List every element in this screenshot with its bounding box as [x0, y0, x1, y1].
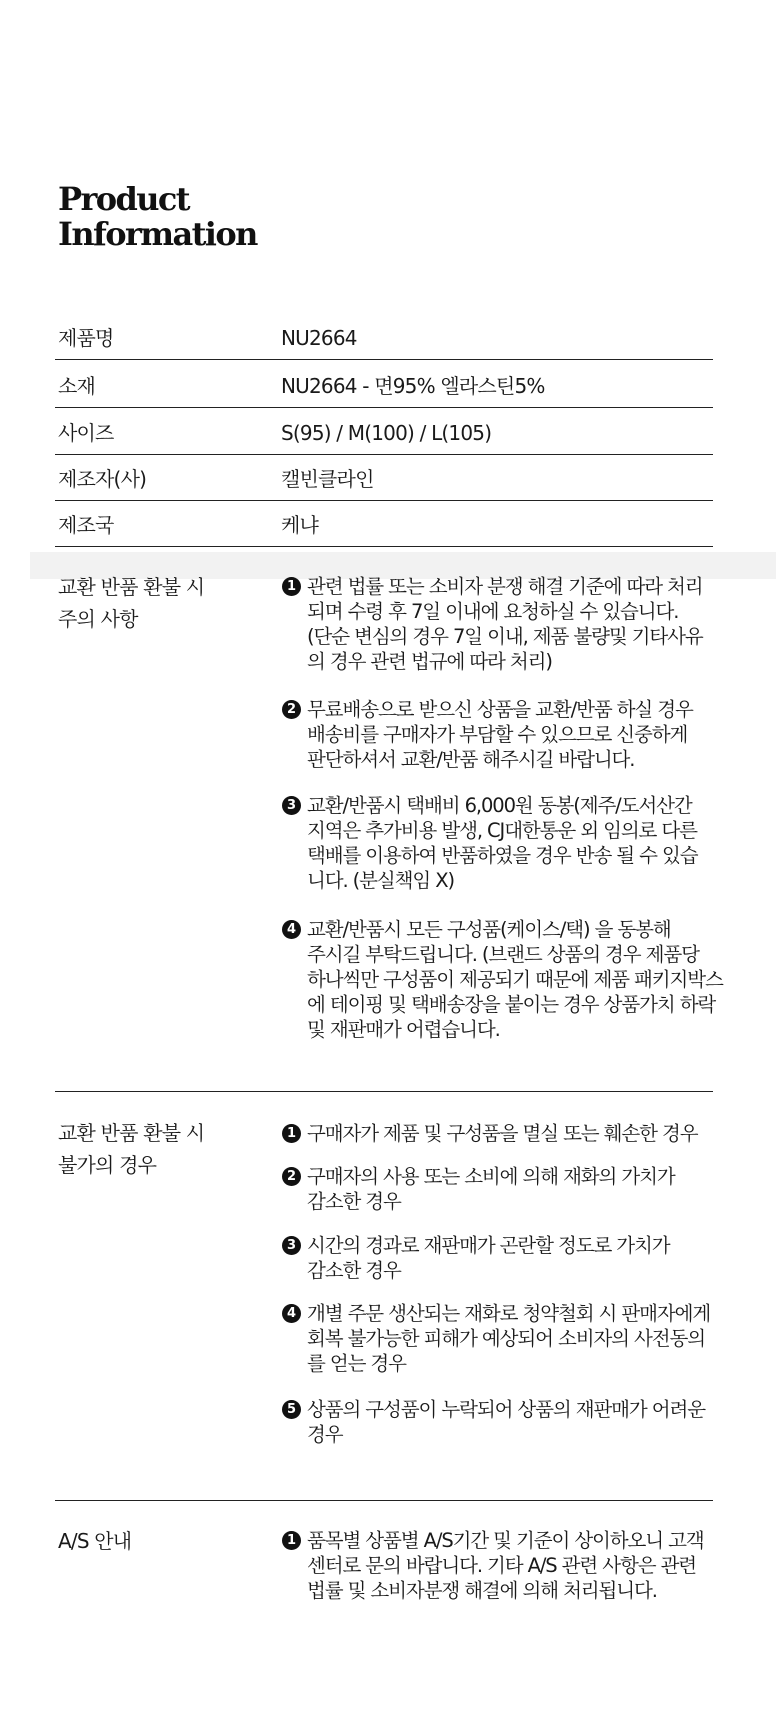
notice-item: [282, 1528, 752, 1603]
section-label-line: 교환 반품 환불 시: [58, 575, 205, 599]
section-label-line: 주의 사항: [58, 607, 138, 631]
title-line-1: Product: [58, 180, 189, 218]
section-label: [58, 1525, 131, 1557]
spec-label: 제조자(사): [58, 467, 147, 491]
notice-line: 구매자의 사용 또는 소비에 의해 재화의 가치가: [307, 1165, 675, 1188]
notice-line: 법률 및 소비자분쟁 해결에 의해 처리됩니다.: [307, 1579, 657, 1602]
notice-line: 상품의 구성품이 누락되어 상품의 재판매가 어려운: [307, 1398, 705, 1421]
notice-line: 배송비를 구매자가 부담할 수 있으므로 신중하게: [307, 723, 688, 746]
notice-line: 센터로 문의 바랍니다. 기타 A/S 관련 사항은 관련: [307, 1554, 697, 1577]
notice-line: 개별 주문 생산되는 재화로 청약철회 시 판매자에게: [307, 1302, 711, 1325]
spec-label: 사이즈: [58, 421, 114, 445]
spec-row-product-name: [55, 325, 713, 360]
notice-line: 하나씩만 구성품이 제공되기 때문에 제품 패키지박스: [307, 968, 723, 991]
notice-line: 니다. (분실책임 X): [307, 869, 454, 892]
notice-item: [282, 697, 752, 772]
spec-label: 제조국: [58, 513, 114, 537]
section-label: [58, 1117, 204, 1181]
number-badge-icon: 2: [282, 1167, 301, 1186]
number-badge-icon: 5: [282, 1400, 301, 1419]
notice-item: [282, 1397, 752, 1447]
section-label-line: 불가의 경우: [58, 1153, 157, 1177]
notice-line: 에 테이핑 및 택배송장을 붙이는 경우 상품가치 하락: [307, 993, 716, 1016]
notice-line: 감소한 경우: [307, 1259, 401, 1282]
notice-line: (단순 변심의 경우 7일 이내, 제품 불량및 기타사유: [307, 625, 703, 648]
notice-line: 판단하셔서 교환/반품 해주시길 바랍니다.: [307, 748, 635, 771]
notice-line: 회복 불가능한 피해가 예상되어 소비자의 사전동의: [307, 1327, 705, 1350]
divider: [55, 1500, 713, 1501]
number-badge-icon: 3: [282, 1236, 301, 1255]
number-badge-icon: 1: [282, 1124, 301, 1143]
number-badge-icon: 4: [282, 1304, 301, 1323]
notice-item: [282, 917, 752, 1042]
spec-value: NU2664: [281, 326, 357, 350]
number-badge-icon: 4: [282, 920, 301, 939]
notice-line: 관련 법률 또는 소비자 분쟁 해결 기준에 따라 처리: [307, 575, 703, 598]
notice-line: 감소한 경우: [307, 1190, 401, 1213]
notice-line: 시간의 경과로 재판매가 곤란할 정도로 가치가: [307, 1234, 670, 1257]
notice-item: [282, 1121, 752, 1146]
notice-line: 경우: [307, 1423, 343, 1446]
notice-line: 무료배송으로 받으신 상품을 교환/반품 하실 경우: [307, 698, 693, 721]
notice-line: 주시길 부탁드립니다. (브랜드 상품의 경우 제품당: [307, 943, 699, 966]
notice-line: 되며 수령 후 7일 이내에 요청하실 수 있습니다.: [307, 600, 679, 623]
notice-line: 의 경우 관련 법규에 따라 처리): [307, 650, 552, 673]
spec-label: 소재: [58, 374, 96, 398]
notice-line: 택배를 이용하여 반품하였을 경우 반송 될 수 있습: [307, 844, 698, 867]
notice-line: 교환/반품시 택배비 6,000원 동봉(제주/도서산간: [307, 794, 692, 817]
notice-item: [282, 1301, 752, 1376]
section-label-line: 교환 반품 환불 시: [58, 1121, 205, 1145]
notice-item: [282, 1233, 752, 1283]
number-badge-icon: 3: [282, 796, 301, 815]
spec-row-material: [55, 373, 713, 408]
number-badge-icon: 1: [282, 577, 301, 596]
title-line-2: Information: [58, 215, 257, 253]
notice-line: 구매자가 제품 및 구성품을 멸실 또는 훼손한 경우: [307, 1122, 698, 1145]
notice-line: 를 얻는 경우: [307, 1352, 406, 1375]
notice-line: 품목별 상품별 A/S기간 및 기준이 상이하오니 고객: [307, 1529, 704, 1552]
notice-item: [282, 574, 752, 674]
divider: [55, 1091, 713, 1092]
section-label-line: A/S 안내: [58, 1529, 132, 1553]
page-title: [58, 182, 257, 252]
notice-item: [282, 1164, 752, 1214]
notice-line: 지역은 추가비용 발생, CJ대한통운 외 임의로 다른: [307, 819, 697, 842]
spec-label: 제품명: [58, 326, 114, 350]
spec-row-manufacturer: [55, 466, 713, 501]
section-label: [58, 571, 204, 635]
spec-row-origin: [55, 512, 713, 547]
spec-value: 캘빈클라인: [281, 467, 374, 491]
spec-value: 케냐: [281, 513, 319, 537]
number-badge-icon: 2: [282, 700, 301, 719]
spec-row-size: [55, 420, 713, 455]
notice-item: [282, 793, 752, 893]
spec-value: NU2664 - 면95% 엘라스틴5%: [281, 374, 545, 398]
number-badge-icon: 1: [282, 1531, 301, 1550]
spec-value: S(95) / M(100) / L(105): [281, 421, 492, 445]
notice-line: 및 재판매가 어렵습니다.: [307, 1018, 500, 1041]
notice-line: 교환/반품시 모든 구성품(케이스/택) 을 동봉해: [307, 918, 671, 941]
